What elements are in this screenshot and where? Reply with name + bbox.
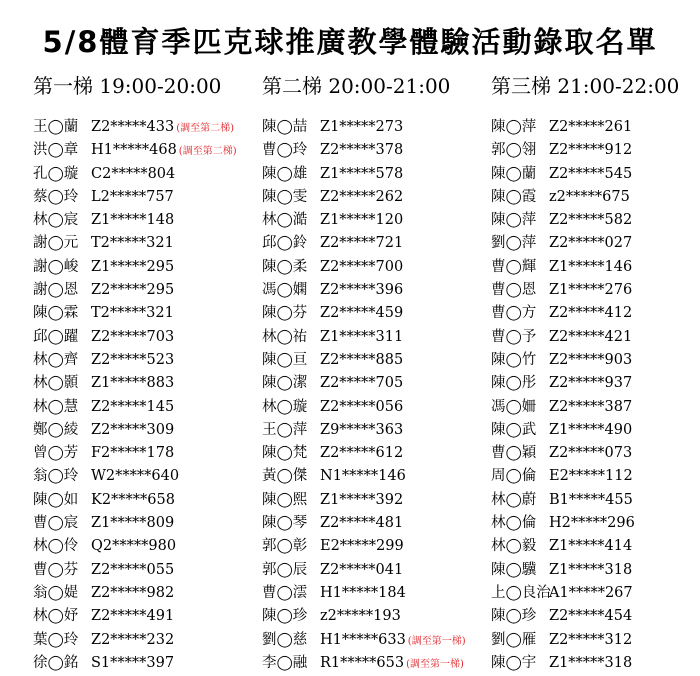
- list-item: [491, 582, 679, 605]
- list-item: [262, 605, 466, 628]
- participant-id: Z1*****578: [320, 165, 404, 182]
- participant-name: 馮◯嫻: [262, 282, 308, 299]
- list-item: [33, 605, 237, 628]
- participant-name: 林◯蔚: [491, 491, 537, 508]
- participant-name: 陳◯琴: [262, 515, 308, 532]
- participant-name: 周◯倫: [491, 468, 537, 485]
- participant-id: C2*****804: [91, 165, 176, 182]
- participant-name: 上◯良治: [491, 584, 551, 601]
- participant-id: Z1*****809: [91, 515, 175, 532]
- participant-name: 林◯齊: [33, 351, 79, 368]
- participant-id: W2*****640: [91, 468, 180, 485]
- list-item: [262, 372, 466, 395]
- participant-name: 郭◯翎: [491, 142, 537, 159]
- participant-id: Z2*****055: [91, 561, 175, 578]
- participant-name: 洪◯章: [33, 142, 79, 159]
- list-item: [262, 186, 466, 209]
- participant-id: Z2*****433: [91, 119, 175, 135]
- list-item: [33, 326, 237, 349]
- participant-id: Z2*****378: [320, 142, 404, 159]
- participant-id: Z1*****490: [549, 421, 633, 438]
- list-item: [262, 442, 466, 465]
- participant-name: 曹◯芬: [33, 561, 79, 578]
- participant-id: Z1*****883: [91, 375, 175, 392]
- participant-name: 林◯妤: [33, 608, 79, 625]
- participant-id: Z1*****146: [549, 258, 633, 275]
- list-item: [262, 163, 466, 186]
- participant-name: 陳◯驥: [491, 561, 537, 578]
- participant-name: 翁◯玲: [33, 468, 79, 485]
- list-item: [262, 116, 466, 139]
- participant-name: 陳◯武: [491, 421, 537, 438]
- participant-id: E2*****112: [549, 468, 633, 485]
- list-item: [33, 512, 237, 535]
- list-item: [33, 559, 237, 582]
- list-item: [491, 559, 679, 582]
- participant-id: Z2*****073: [549, 445, 633, 462]
- list-item: [491, 326, 679, 349]
- name-list: [33, 116, 237, 675]
- participant-id: N1*****146: [320, 468, 406, 485]
- participant-name: 郭◯彰: [262, 538, 308, 555]
- list-item: [262, 279, 466, 302]
- participant-name: 葉◯玲: [33, 631, 79, 648]
- list-item: [262, 419, 466, 442]
- participant-name: 曹◯澐: [262, 584, 308, 601]
- participant-name: 王◯萍: [262, 421, 308, 438]
- participant-id: Z2*****481: [320, 515, 404, 532]
- participant-name: 陳◯熙: [262, 491, 308, 508]
- participant-id: Z2*****027: [549, 235, 633, 252]
- participant-id: Z2*****582: [549, 212, 633, 229]
- list-item: [491, 489, 679, 512]
- participant-id: Z1*****148: [91, 212, 175, 229]
- participant-id: Z2*****459: [320, 305, 404, 322]
- participant-name: 陳◯柔: [262, 258, 308, 275]
- participant-name: 林◯澔: [262, 212, 308, 229]
- participant-id: H1*****633: [320, 631, 406, 648]
- list-item: [33, 279, 237, 302]
- participant-id: z2*****193: [320, 608, 401, 625]
- list-item: [33, 116, 237, 139]
- participant-id: Z1*****273: [320, 119, 404, 135]
- participant-name: 陳◯亘: [262, 351, 308, 368]
- participant-id: Z2*****700: [320, 258, 404, 275]
- list-item: [262, 629, 466, 652]
- participant-name: 陳◯竹: [491, 351, 537, 368]
- participant-id: Z2*****885: [320, 351, 404, 368]
- participant-id: E2*****299: [320, 538, 404, 555]
- list-item: [262, 209, 466, 232]
- list-item: [491, 186, 679, 209]
- participant-name: 陳◯珍: [491, 608, 537, 625]
- participant-name: 陳◯蘭: [491, 165, 537, 182]
- session-column-1: [33, 74, 237, 675]
- list-item: [491, 209, 679, 232]
- list-item: [491, 139, 679, 162]
- session-column-2: [262, 74, 466, 675]
- list-item: [491, 465, 679, 488]
- participant-id: Z1*****392: [320, 491, 404, 508]
- participant-name: 曹◯輝: [491, 258, 537, 275]
- participant-id: Z2*****041: [320, 561, 404, 578]
- list-item: [262, 256, 466, 279]
- list-item: [262, 349, 466, 372]
- participant-name: 林◯毅: [491, 538, 537, 555]
- list-item: [491, 396, 679, 419]
- participant-name: 林◯伶: [33, 538, 79, 555]
- participant-id: Z2*****056: [320, 398, 404, 415]
- participant-name: 邱◯鈴: [262, 235, 308, 252]
- participant-name: 林◯顥: [33, 375, 79, 392]
- list-item: [491, 372, 679, 395]
- participant-name: 李◯融: [262, 654, 308, 671]
- participant-id: Z1*****276: [549, 282, 633, 299]
- list-item: [33, 186, 237, 209]
- participant-name: 孔◯璇: [33, 165, 79, 182]
- participant-id: Z1*****311: [320, 328, 404, 345]
- transfer-note: (調至第一梯): [406, 658, 464, 670]
- participant-id: Z2*****421: [549, 328, 633, 345]
- participant-name: 陳◯萍: [491, 212, 537, 229]
- participant-id: H2*****296: [549, 515, 635, 532]
- participant-name: 曹◯玲: [262, 142, 308, 159]
- participant-name: 謝◯峻: [33, 258, 79, 275]
- participant-name: 林◯倫: [491, 515, 537, 532]
- session-heading: 第一梯 19:00-20:00: [33, 74, 222, 98]
- participant-id: Z2*****703: [91, 328, 175, 345]
- participant-id: Z2*****912: [549, 142, 633, 159]
- list-item: [491, 302, 679, 325]
- list-item: [33, 163, 237, 186]
- participant-id: Z2*****612: [320, 445, 404, 462]
- participant-name: 黃◯傑: [262, 468, 308, 485]
- participant-id: T2*****321: [91, 305, 174, 322]
- participant-id: R1*****653: [320, 654, 405, 671]
- participant-id: Z2*****982: [91, 584, 175, 601]
- list-item: [262, 232, 466, 255]
- participant-name: 劉◯雁: [491, 631, 537, 648]
- participant-name: 曾◯芳: [33, 445, 79, 462]
- participant-id: Z2*****705: [320, 375, 404, 392]
- participant-name: 馮◯姍: [491, 398, 537, 415]
- list-item: [33, 489, 237, 512]
- list-item: [491, 232, 679, 255]
- participant-id: S1*****397: [91, 654, 175, 671]
- participant-name: 陳◯宇: [491, 654, 537, 671]
- participant-name: 陳◯如: [33, 491, 79, 508]
- participant-name: 曹◯宸: [33, 515, 79, 532]
- participant-name: 鄭◯綾: [33, 421, 79, 438]
- list-item: [33, 396, 237, 419]
- page-title: 5/8體育季匹克球推廣教學體驗活動錄取名單: [42, 25, 658, 59]
- participant-name: 林◯祐: [262, 328, 308, 345]
- participant-name: 徐◯銘: [33, 654, 79, 671]
- list-item: [33, 582, 237, 605]
- participant-name: 陳◯潔: [262, 375, 308, 392]
- participant-id: Z2*****491: [91, 608, 175, 625]
- participant-id: Z2*****903: [549, 351, 633, 368]
- participant-id: H1*****184: [320, 584, 406, 601]
- participant-id: Q2*****980: [91, 538, 177, 555]
- list-item: [33, 256, 237, 279]
- participant-id: Z2*****309: [91, 421, 175, 438]
- list-item: [491, 279, 679, 302]
- participant-name: 蔡◯玲: [33, 188, 79, 205]
- session-heading: 第二梯 20:00-21:00: [262, 74, 451, 98]
- session-heading: 第三梯 21:00-22:00: [491, 74, 680, 98]
- participant-id: Z1*****120: [320, 212, 404, 229]
- list-item: [491, 535, 679, 558]
- transfer-note: (調至第一梯): [407, 635, 466, 647]
- participant-id: Z2*****396: [320, 282, 404, 299]
- participant-name: 劉◯慈: [262, 631, 308, 648]
- list-item: [33, 442, 237, 465]
- participant-name: 陳◯霖: [33, 305, 79, 322]
- participant-id: A1*****267: [549, 584, 633, 601]
- participant-id: Z2*****523: [91, 351, 175, 368]
- participant-id: H1*****468: [91, 142, 177, 159]
- participant-name: 陳◯霞: [491, 188, 537, 205]
- participant-name: 林◯宸: [33, 212, 79, 229]
- list-item: [33, 232, 237, 255]
- list-item: [262, 302, 466, 325]
- list-item: [262, 535, 466, 558]
- list-item: [262, 559, 466, 582]
- participant-name: 陳◯萍: [491, 119, 537, 135]
- participant-id: Z2*****545: [549, 165, 633, 182]
- list-item: [262, 139, 466, 162]
- session-column-3: [491, 74, 679, 675]
- participant-id: K2*****658: [91, 491, 175, 508]
- list-item: [491, 163, 679, 186]
- participant-id: Z1*****295: [91, 258, 175, 275]
- list-item: [33, 465, 237, 488]
- participant-id: Z2*****145: [91, 398, 175, 415]
- participant-id: Z1*****318: [549, 654, 633, 671]
- list-item: [33, 209, 237, 232]
- participant-name: 謝◯恩: [33, 282, 79, 299]
- participant-id: Z2*****937: [549, 375, 633, 392]
- list-item: [491, 349, 679, 372]
- participant-name: 陳◯雄: [262, 165, 308, 182]
- list-item: [262, 489, 466, 512]
- participant-id: Z1*****318: [549, 561, 633, 578]
- participant-id: F2*****178: [91, 445, 175, 462]
- participant-name: 郭◯辰: [262, 561, 308, 578]
- list-item: [33, 372, 237, 395]
- participant-name: 謝◯元: [33, 235, 79, 252]
- list-item: [491, 629, 679, 652]
- list-item: [491, 419, 679, 442]
- participant-name: 陳◯彤: [491, 375, 537, 392]
- name-list: [491, 116, 679, 675]
- participant-id: T2*****321: [91, 235, 174, 252]
- participant-name: 林◯璇: [262, 398, 308, 415]
- list-item: [262, 512, 466, 535]
- participant-name: 曹◯穎: [491, 445, 537, 462]
- list-item: [491, 256, 679, 279]
- participant-id: Z2*****295: [91, 282, 175, 299]
- participant-id: Z2*****262: [320, 188, 404, 205]
- list-item: [262, 582, 466, 605]
- participant-id: Z2*****387: [549, 398, 633, 415]
- participant-name: 邱◯躍: [33, 328, 79, 345]
- participant-id: Z2*****721: [320, 235, 404, 252]
- list-item: [33, 419, 237, 442]
- list-item: [33, 139, 237, 162]
- transfer-note: (調至第二梯): [178, 146, 237, 158]
- participant-id: Z2*****412: [549, 305, 633, 322]
- list-item: [491, 116, 679, 139]
- name-list: [262, 116, 466, 675]
- list-item: [33, 302, 237, 325]
- participant-name: 曹◯方: [491, 305, 537, 322]
- participant-name: 曹◯恩: [491, 282, 537, 299]
- participant-name: 陳◯喆: [262, 119, 308, 135]
- participant-name: 陳◯雯: [262, 188, 308, 205]
- participant-name: 王◯蘭: [33, 119, 79, 135]
- list-item: [491, 512, 679, 535]
- list-item: [491, 442, 679, 465]
- participant-id: Z2*****261: [549, 119, 633, 135]
- list-item: [262, 465, 466, 488]
- list-item: [33, 349, 237, 372]
- participant-name: 林◯慧: [33, 398, 79, 415]
- list-item: [262, 326, 466, 349]
- transfer-note: (調至第二梯): [176, 123, 235, 134]
- list-item: [33, 535, 237, 558]
- participant-name: 陳◯珍: [262, 608, 308, 625]
- list-item: [33, 629, 237, 652]
- participant-id: B1*****455: [549, 491, 633, 508]
- participant-id: Z9*****363: [320, 421, 404, 438]
- participant-id: Z2*****312: [549, 631, 633, 648]
- list-item: [262, 396, 466, 419]
- participant-id: Z2*****454: [549, 608, 633, 625]
- participant-id: z2*****675: [549, 188, 630, 205]
- participant-id: Z1*****414: [549, 538, 633, 555]
- participant-name: 陳◯梵: [262, 445, 308, 462]
- participant-id: L2*****757: [91, 188, 174, 205]
- participant-name: 曹◯予: [491, 328, 537, 345]
- participant-name: 陳◯芬: [262, 305, 308, 322]
- list-item: [491, 605, 679, 628]
- participant-id: Z2*****232: [91, 631, 175, 648]
- participant-name: 翁◯媞: [33, 584, 79, 601]
- participant-name: 劉◯萍: [491, 235, 537, 252]
